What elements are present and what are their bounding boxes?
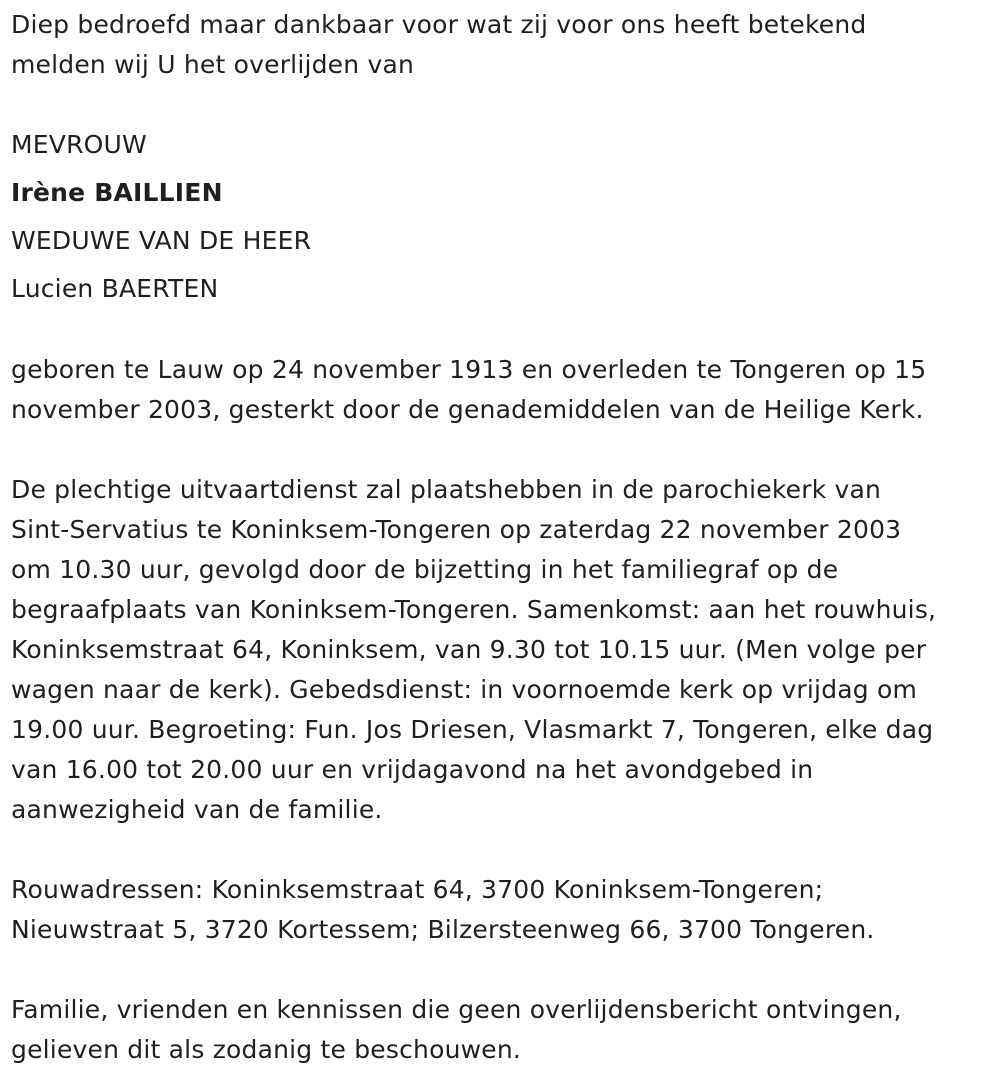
ceremony-line-8: van 16.00 tot 20.00 uur en vrijdagavond na het avondgebed in [11, 755, 814, 784]
deceased-name: Irène BAILLIEN [11, 178, 223, 207]
ceremony-line-5: Koninksemstraat 64, Koninksem, van 9.30 tot 10.15 uur. (Men volge per [11, 635, 927, 664]
ceremony-line-4: begraafplaats van Koninksem-Tongeren. Samenkomst: aan het rouwhuis, [11, 595, 937, 624]
ceremony-line-2: Sint-Servatius te Koninksem-Tongeren op zaterdag 22 november 2003 [11, 515, 902, 544]
closing-line-2: gelieven dit als zodanig te beschouwen. [11, 1035, 522, 1064]
ceremony-line-1: De plechtige uitvaartdienst zal plaatshebben in de parochiekerk van [11, 475, 882, 504]
birth-death-line-1: geboren te Lauw op 24 november 1913 en overleden te Tongeren op 15 [11, 355, 927, 384]
intro-line-1: Diep bedroefd maar dankbaar voor wat zij voor ons heeft betekend [11, 10, 867, 39]
intro-line-2: melden wij U het overlijden van [11, 50, 415, 79]
ceremony-line-7: 19.00 uur. Begroeting: Fun. Jos Driesen, Vlasmarkt 7, Tongeren, elke dag [11, 715, 934, 744]
ceremony-line-6: wagen naar de kerk). Gebedsdienst: in voornoemde kerk op vrijdag om [11, 675, 918, 704]
ceremony-line-9: aanwezigheid van de familie. [11, 795, 383, 824]
deceased-relation: WEDUWE VAN DE HEER [11, 226, 312, 255]
deceased-spouse: Lucien BAERTEN [11, 274, 219, 303]
addresses-line-2: Nieuwstraat 5, 3720 Kortessem; Bilzersteenweg 66, 3700 Tongeren. [11, 915, 875, 944]
birth-death-line-2: november 2003, gesterkt door de genademiddelen van de Heilige Kerk. [11, 395, 924, 424]
closing-line-1: Familie, vrienden en kennissen die geen overlijdensbericht ontvingen, [11, 995, 902, 1024]
deceased-title: MEVROUW [11, 130, 147, 159]
addresses-line-1: Rouwadressen: Koninksemstraat 64, 3700 Koninksem-Tongeren; [11, 875, 824, 904]
ceremony-line-3: om 10.30 uur, gevolgd door de bijzetting in het familiegraf op de [11, 555, 839, 584]
